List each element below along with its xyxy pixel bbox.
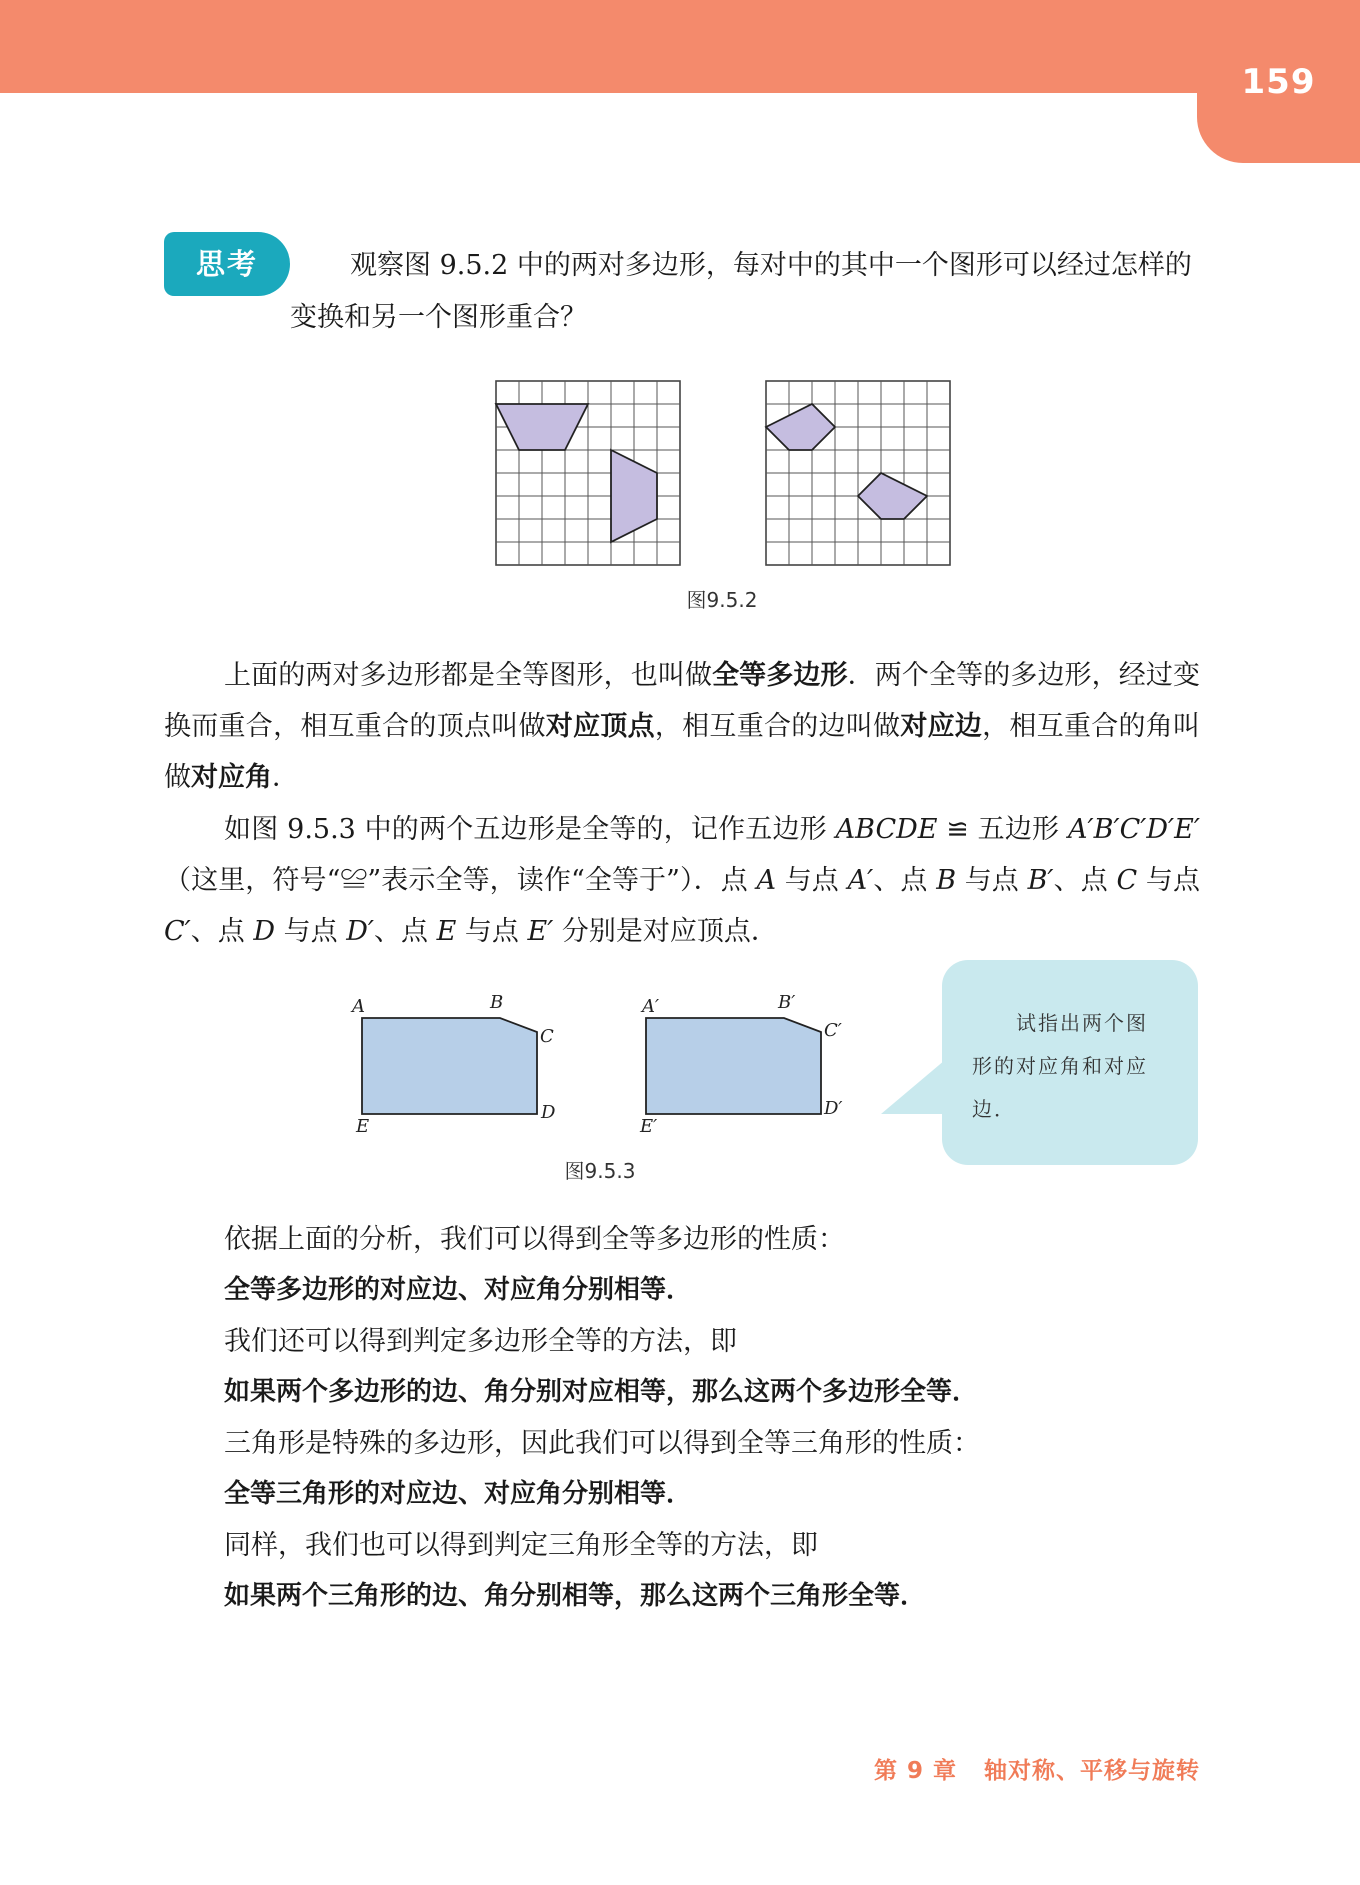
math-var: C — [1116, 865, 1138, 896]
label-e: E — [356, 1116, 370, 1137]
text-span: 与点 — [956, 865, 1028, 896]
conclusion-line-5: 三角形是特殊的多边形，因此我们可以得到全等三角形的性质： — [224, 1428, 980, 1459]
text-span: 分别是对应顶点． — [553, 916, 778, 947]
label-a-prime: A′ — [642, 996, 660, 1017]
text-span: ，相互重合的角叫做 — [164, 711, 1201, 793]
figure-caption-9-5-3: 图9.5.3 — [564, 1159, 636, 1183]
math-var: A — [756, 865, 777, 896]
chapter-number: 第 9 章 — [873, 1758, 957, 1784]
label-a: A — [352, 996, 365, 1017]
math-var: D — [253, 916, 276, 947]
math-var: A′ — [847, 865, 874, 896]
text-span: 、点 — [873, 865, 937, 896]
math-var: ABCDE — [835, 814, 938, 845]
math-var: D′ — [346, 916, 374, 947]
think-badge: 思考 — [164, 232, 290, 296]
term-corresponding-angles: 对应角 — [191, 762, 272, 793]
math-var: A′B′C′D′E′ — [1067, 814, 1200, 845]
conclusion-line-7: 同样，我们也可以得到判定三角形全等的方法，即 — [224, 1530, 818, 1561]
math-var: E′ — [527, 916, 554, 947]
label-e-prime: E′ — [640, 1116, 658, 1137]
speech-bubble-text: 试指出两个图形的对应角和对应边． — [972, 1011, 1148, 1121]
text-span: ．两个全等的多边形，经过变换而重合，相互重合的顶点叫做 — [164, 660, 1201, 742]
label-d: D — [541, 1102, 556, 1123]
page-number: 159 — [1241, 62, 1316, 102]
math-var: C′ — [164, 916, 191, 947]
math-var: B — [936, 865, 957, 896]
text-span: 与点 — [1137, 865, 1200, 896]
label-d-prime: D′ — [824, 1098, 843, 1119]
conclusion-line-6: 全等三角形的对应边、对应角分别相等． — [224, 1479, 693, 1509]
math-var: E — [436, 916, 457, 947]
chapter-title: 轴对称、平移与旋转 — [984, 1758, 1200, 1784]
conclusion-line-1: 依据上面的分析，我们可以得到全等多边形的性质： — [224, 1224, 845, 1255]
text-span: 、点 — [190, 916, 254, 947]
chapter-footer — [846, 1752, 1200, 1785]
paragraph-definition — [164, 650, 1200, 803]
text-span: 与点 — [275, 916, 347, 947]
pentagon-a2b2c2d2e2 — [646, 1018, 821, 1114]
term-congruent-polygons: 全等多边形 — [712, 660, 848, 691]
label-c: C — [540, 1026, 554, 1047]
conclusion-line-4: 如果两个多边形的边、角分别对应相等，那么这两个多边形全等． — [224, 1377, 979, 1407]
text-span: 与点 — [776, 865, 848, 896]
figure-9-5-2 — [494, 379, 954, 569]
text-span: 如图 9.5.3 中的两个五边形是全等的，记作五边形 — [224, 814, 836, 845]
conclusion-line-3: 我们还可以得到判定多边形全等的方法，即 — [224, 1326, 737, 1357]
text-span: 与点 — [456, 916, 528, 947]
conclusion-line-8: 如果两个三角形的边、角分别相等，那么这两个三角形全等． — [224, 1581, 927, 1611]
conclusion-line-2: 全等多边形的对应边、对应角分别相等． — [224, 1275, 693, 1305]
text-span: （这里，符号“≌”表示全等，读作“全等于”）．点 — [164, 865, 757, 896]
text-span: ，相互重合的边叫做 — [654, 711, 901, 742]
pentagon-shape-2 — [858, 473, 927, 519]
trapezoid-shape — [496, 404, 588, 450]
pentagon-abcde — [362, 1018, 537, 1114]
label-c-prime: C′ — [824, 1020, 842, 1041]
term-corresponding-sides: 对应边 — [900, 711, 983, 742]
text-span: ． — [272, 762, 299, 793]
label-b: B — [490, 992, 504, 1013]
figure-caption-9-5-2: 图9.5.2 — [686, 588, 758, 612]
header-band — [0, 0, 1360, 93]
speech-bubble-tail — [881, 1060, 945, 1114]
trapezoid-rotated-shape — [611, 450, 657, 542]
pentagon-shape-1 — [766, 404, 835, 450]
label-b-prime: B′ — [778, 992, 796, 1013]
text-span: 、点 — [374, 916, 437, 947]
text-span: ≌ 五边形 — [937, 814, 1068, 845]
grid-right — [766, 381, 950, 565]
paragraph-example — [164, 804, 1200, 957]
text-span: 、点 — [1053, 865, 1117, 896]
grid-left — [496, 381, 680, 565]
text-span: 上面的两对多边形都是全等图形，也叫做 — [224, 660, 713, 691]
think-question: 观察图 9.5.2 中的两对多边形，每对中的其中一个图形可以经过怎样的变换和另一个图形重合？ — [290, 250, 1192, 333]
term-corresponding-vertices: 对应顶点 — [545, 711, 655, 742]
figure-9-5-3 — [344, 990, 864, 1140]
math-var: B′ — [1027, 865, 1054, 896]
